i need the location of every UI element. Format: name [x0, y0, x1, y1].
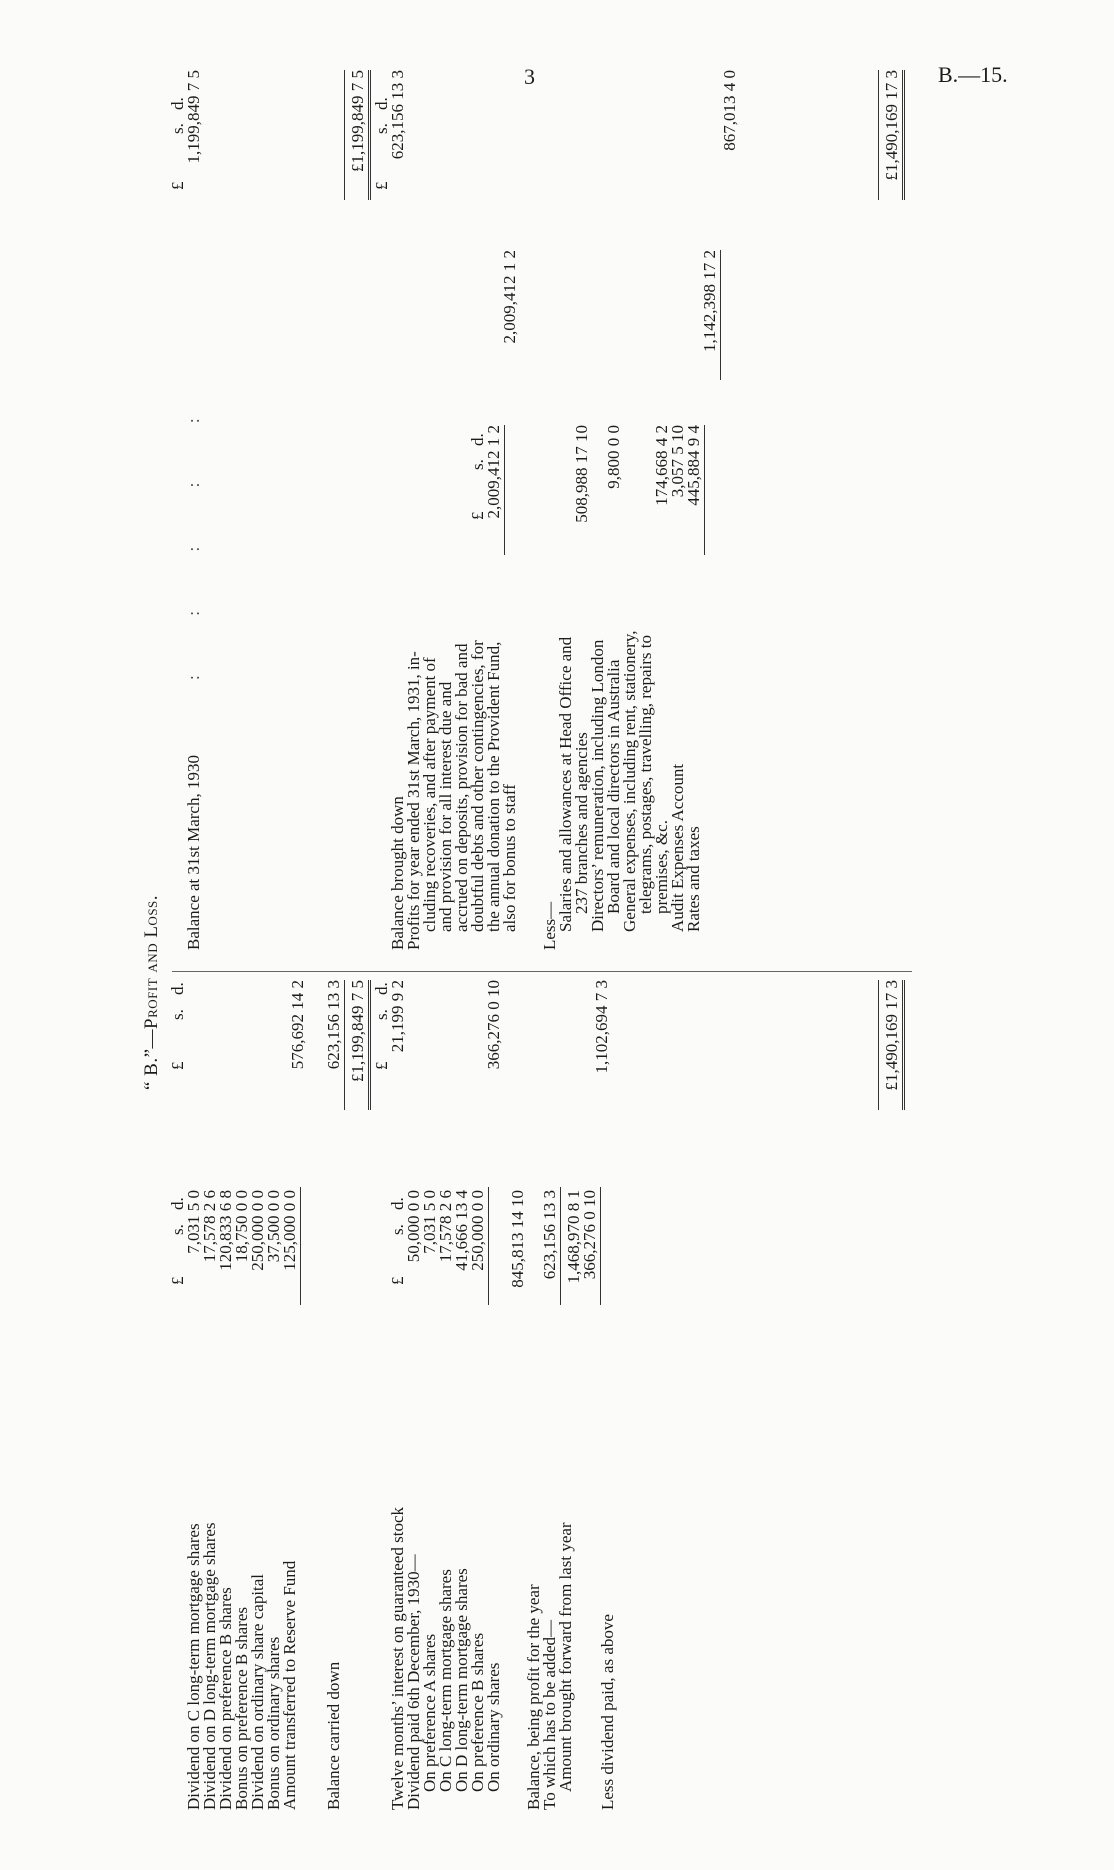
interest-label: Twelve months’ interest on guaranteed stock — [388, 1507, 407, 1810]
list-item: On preference B shares — [468, 1632, 487, 1792]
rule — [344, 980, 345, 1110]
list-item: On D long-term mortgage shares — [452, 1568, 471, 1792]
opening-balance-amount: 1,199,849 7 5 — [184, 70, 203, 164]
double-rule — [902, 980, 905, 1110]
net-profit-amount: 867,013 4 0 — [720, 70, 739, 151]
profit-carried-amount: 2,009,412 1 2 — [500, 250, 519, 344]
col-head-pence: d. — [372, 97, 391, 110]
leader-dots: : : : : : — [184, 418, 203, 680]
text-line: telegrams, postages, travelling, repairs to — [636, 635, 655, 914]
statement-title: “ B.”—Profit and Loss. — [141, 894, 162, 1090]
balance-profit-amount: 845,813 14 10 — [508, 1190, 527, 1288]
col-head-shillings: s. — [388, 1224, 407, 1235]
col-head-pence: d. — [468, 433, 487, 446]
brought-down-amount: 623,156 13 3 — [388, 70, 407, 160]
dividend-heading: Dividend paid 6th December, 1930— — [404, 1554, 423, 1810]
list-item: Dividend on ordinary share capital — [248, 1573, 267, 1810]
col-head-pounds: £ — [388, 1276, 407, 1285]
text-line: premises, &c. — [652, 820, 671, 914]
text-line: doubtful debts and other contingencies, for — [468, 640, 487, 932]
col-head-pounds: £ — [168, 1061, 187, 1070]
amount: 50,000 0 0 — [404, 1190, 423, 1263]
amount: 174,668 4 2 — [652, 425, 671, 506]
amount: 18,750 0 0 — [232, 1190, 251, 1263]
net-amount: 1,102,694 7 3 — [592, 980, 611, 1074]
amount: 250,000 0 0 — [468, 1190, 487, 1271]
list-item: On ordinary shares — [484, 1662, 503, 1792]
double-rule — [368, 70, 371, 200]
amount: 37,500 0 0 — [264, 1190, 283, 1263]
col-head-pounds: £ — [468, 511, 487, 520]
col-head-shillings: s. — [168, 1009, 187, 1020]
amount: 250,000 0 0 — [248, 1190, 267, 1271]
forward-label: Amount brought forward from last year — [556, 1522, 575, 1792]
text-line: Profits for year ended 31st March, 1931, in- — [404, 651, 423, 950]
credit-section-total: £1,490,169 17 3 — [882, 70, 901, 181]
column-divider — [172, 971, 912, 972]
col-head-pence: d. — [388, 1197, 407, 1210]
list-item: Dividend on D long-term mortgage shares — [200, 1522, 219, 1810]
dividend-total: 366,276 0 10 — [484, 980, 503, 1070]
list-item: Bonus on ordinary shares — [264, 1636, 283, 1810]
text-line: Rates and taxes — [684, 826, 703, 932]
amount: 7,031 5 0 — [184, 1190, 203, 1254]
col-head-shillings: s. — [468, 459, 487, 470]
less-dividend-label: Less dividend paid, as above — [598, 1614, 617, 1810]
rule — [504, 425, 505, 555]
list-item: Bonus on preference B shares — [232, 1607, 251, 1810]
col-head-pence: d. — [372, 982, 391, 995]
text-line: cluding recoveries, and after payment of — [420, 657, 439, 932]
section-total: £1,490,169 17 3 — [882, 980, 901, 1091]
list-item: On C long-term mortgage shares — [436, 1569, 455, 1792]
list-item: Dividend on preference B shares — [216, 1587, 235, 1810]
less-label: Less— — [540, 901, 559, 950]
rule — [300, 1187, 301, 1305]
text-line: Directors’ remuneration, including London — [588, 639, 607, 932]
double-rule — [902, 70, 905, 200]
col-head-pence: d. — [168, 97, 187, 110]
amount: 3,057 5 10 — [668, 425, 687, 498]
sum-amount: 1,468,970 8 1 — [564, 1190, 583, 1284]
amount: 7,031 5 0 — [420, 1190, 439, 1254]
credit-total: £1,199,849 7 5 — [348, 70, 367, 172]
rule — [344, 70, 345, 200]
interest-amount: 21,199 9 2 — [388, 980, 407, 1053]
expenses-total: 1,142,398 17 2 — [700, 250, 719, 352]
text-line: Board and local directors in Australia — [604, 659, 623, 914]
col-head-pence: d. — [168, 982, 187, 995]
text-line: accrued on deposits, provision for bad and — [452, 643, 471, 932]
balance-carried-down-amount: 623,156 13 3 — [324, 980, 343, 1070]
less-dividend-amount: 366,276 0 10 — [580, 1190, 599, 1280]
list-item: On preference A shares — [420, 1633, 439, 1792]
amount: 120,833 6 8 — [216, 1190, 235, 1271]
list-item: Dividend on C long-term mortgage shares — [184, 1523, 203, 1810]
rule — [704, 425, 705, 555]
amount: 9,800 0 0 — [604, 425, 623, 489]
brought-down-label: Balance brought down — [388, 796, 407, 950]
col-head-pounds: £ — [372, 1061, 391, 1070]
debit-total: £1,199,849 7 5 — [348, 980, 367, 1082]
rule — [488, 1187, 489, 1305]
text-line: Salaries and allowances at Head Office and — [556, 636, 575, 932]
amount: 17,578 2 6 — [200, 1190, 219, 1263]
col-head-pounds: £ — [372, 181, 391, 190]
opening-balance-label: Balance at 31st March, 1930 — [184, 755, 203, 950]
col-head-pence: d. — [168, 1197, 187, 1210]
debit-subtotal: 576,692 14 2 — [288, 980, 307, 1070]
rule — [720, 250, 721, 380]
col-head-shillings: s. — [372, 1009, 391, 1020]
balance-carried-down-label: Balance carried down — [324, 1661, 343, 1810]
rule — [600, 1187, 601, 1305]
col-head-shillings: s. — [372, 123, 391, 134]
double-rule — [368, 980, 371, 1110]
col-head-shillings: s. — [168, 1224, 187, 1235]
text-line: and provision for all interest due and — [436, 681, 455, 932]
amount: 508,988 17 10 — [572, 425, 591, 523]
text-line: 237 branches and agencies — [572, 732, 591, 914]
rule — [560, 1187, 561, 1305]
document-reference: B.—15. — [938, 62, 1008, 87]
text-line: also for bonus to staff — [500, 784, 519, 932]
text-line: General expenses, including rent, stationery, — [620, 630, 639, 932]
forward-amount: 623,156 13 3 — [540, 1190, 559, 1280]
text-line: the annual donation to the Provident Fund, — [484, 641, 503, 932]
col-head-shillings: s. — [168, 123, 187, 134]
list-item: Amount transferred to Reserve Fund — [280, 1560, 299, 1810]
page-number: 3 — [524, 64, 535, 89]
amount: 445,884 9 4 — [684, 425, 703, 506]
balance-profit-label: Balance, being profit for the year — [524, 1584, 543, 1810]
amount: 41,666 13 4 — [452, 1190, 471, 1271]
added-label: To which has to be added— — [540, 1619, 559, 1810]
rule — [878, 70, 879, 200]
amount: 17,578 2 6 — [436, 1190, 455, 1263]
rule — [878, 980, 879, 1110]
col-head-pounds: £ — [168, 1276, 187, 1285]
text-line: Audit Expenses Account — [668, 763, 687, 932]
profit-amount: 2,009,412 1 2 — [484, 425, 503, 519]
amount: 125,000 0 0 — [280, 1190, 299, 1271]
col-head-pounds: £ — [168, 181, 187, 190]
